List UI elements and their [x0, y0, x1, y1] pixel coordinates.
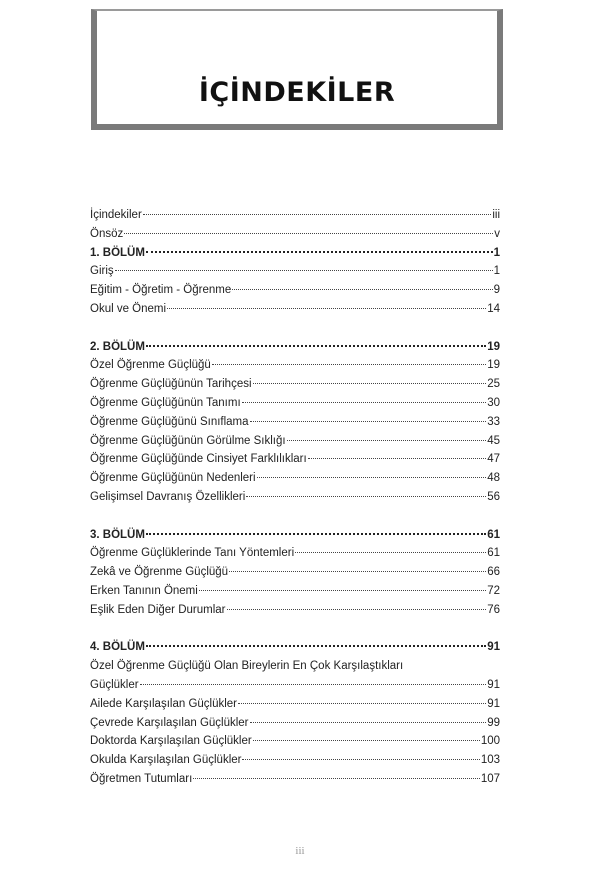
table-of-contents	[90, 206, 500, 789]
dot-leader	[287, 440, 487, 441]
toc-entry-page: 100	[480, 735, 500, 748]
dot-leader	[246, 496, 486, 497]
toc-entry-label: Erken Tanının Önemi	[90, 584, 198, 597]
dot-leader	[199, 590, 486, 591]
toc-entry-label: Eğitim - Öğretim - Öğrenme	[90, 284, 232, 297]
toc-entry-row[interactable]	[90, 714, 500, 733]
toc-entry-label: Çevrede Karşılaşılan Güçlükler	[90, 716, 249, 729]
page-number: iii	[295, 845, 305, 857]
toc-entry-label: Güçlükler	[90, 678, 139, 691]
toc-entry-row[interactable]	[90, 751, 500, 770]
dot-leader	[232, 289, 492, 290]
toc-entry-page: 103	[480, 754, 500, 767]
toc-entry-page: 56	[487, 490, 500, 503]
toc-entry-page: 72	[487, 584, 500, 597]
dot-leader	[193, 778, 480, 779]
toc-entry-row[interactable]	[90, 356, 500, 375]
toc-entry-label: Giriş	[90, 265, 114, 278]
toc-entry-row[interactable]	[90, 281, 500, 300]
toc-entry-page: 9	[493, 284, 500, 297]
toc-entry-row[interactable]	[90, 770, 500, 789]
dot-leader	[238, 703, 486, 704]
dot-leader	[140, 684, 487, 685]
toc-entry-label: Okulda Karşılaşılan Güçlükler	[90, 754, 242, 767]
section-spacer	[90, 620, 500, 639]
toc-entry-page: 19	[487, 359, 500, 372]
toc-entry-row[interactable]	[90, 582, 500, 601]
dot-leader	[146, 533, 486, 535]
dot-leader	[146, 345, 486, 347]
toc-entry-label: Öğrenme Güçlüğünün Nedenleri	[90, 472, 256, 485]
section-heading-label: 1. BÖLÜM	[90, 246, 145, 259]
toc-entry-label: Öğretmen Tutumları	[90, 772, 193, 785]
toc-entry-row[interactable]	[90, 300, 500, 319]
toc-entry-page: 91	[487, 678, 500, 691]
toc-entry-row[interactable]	[90, 488, 500, 507]
toc-entry-label: Zekâ ve Öğrenme Güçlüğü	[90, 566, 229, 579]
dot-leader	[242, 402, 487, 403]
toc-entry-page: 66	[487, 566, 500, 579]
toc-entry-page: 107	[480, 772, 500, 785]
toc-entry-label: Öğrenme Güçlüğünün Tarihçesi	[90, 378, 252, 391]
toc-entry-row[interactable]	[90, 432, 500, 451]
toc-entry-row[interactable]	[90, 394, 500, 413]
toc-entry-row[interactable]	[90, 732, 500, 751]
dot-leader	[229, 571, 486, 572]
toc-entry-page: 76	[487, 603, 500, 616]
toc-entry-row[interactable]	[90, 676, 500, 695]
dot-leader	[295, 552, 486, 553]
toc-entry-label: Öğrenme Güçlüğünde Cinsiyet Farklılıkları	[90, 453, 307, 466]
toc-entry-row[interactable]	[90, 262, 500, 281]
dot-leader	[227, 609, 487, 610]
dot-leader	[146, 251, 493, 253]
toc-entry-row[interactable]	[90, 413, 500, 432]
toc-entry-page: 14	[487, 302, 500, 315]
toc-entry-row[interactable]	[90, 375, 500, 394]
toc-entry-label: Özel Öğrenme Güçlüğü Olan Bireylerin En Çok Karşılaştıkları	[90, 660, 404, 673]
section-spacer	[90, 319, 500, 338]
dot-leader	[212, 364, 486, 365]
toc-entry-label: Ailede Karşılaşılan Güçlükler	[90, 697, 238, 710]
toc-entry-label: Özel Öğrenme Güçlüğü	[90, 359, 211, 372]
toc-entry-page: 45	[487, 434, 500, 447]
section-heading-page: 1	[493, 246, 500, 259]
section-heading-page: 91	[487, 641, 500, 654]
page-title: İÇİNDEKİLER	[198, 77, 396, 108]
toc-entry-row[interactable]	[90, 695, 500, 714]
dot-leader	[253, 383, 487, 384]
front-matter-row[interactable]	[90, 225, 500, 244]
section-heading-row[interactable]	[90, 638, 500, 657]
toc-entry-row[interactable]	[90, 544, 500, 563]
toc-entry-page: 33	[487, 415, 500, 428]
toc-entry-page: 48	[487, 472, 500, 485]
toc-entry-label: Öğrenme Güçlüğünü Sınıflama	[90, 415, 249, 428]
section-heading-page: 61	[487, 528, 500, 541]
dot-leader	[250, 722, 487, 723]
toc-entry-label: İçindekiler	[90, 209, 142, 221]
dot-leader	[167, 308, 486, 309]
dot-leader	[308, 458, 487, 459]
toc-entry-page: 47	[487, 453, 500, 466]
toc-entry-page: 61	[487, 547, 500, 560]
section-heading-row[interactable]	[90, 244, 500, 263]
dot-leader	[115, 270, 493, 271]
dot-leader	[146, 645, 486, 647]
toc-entry-page: iii	[492, 209, 500, 221]
toc-entry-label: Önsöz	[90, 227, 124, 240]
section-spacer	[90, 507, 500, 526]
toc-entry-label: Okul ve Önemi	[90, 302, 167, 315]
front-matter-row[interactable]	[90, 206, 500, 225]
section-heading-row[interactable]	[90, 526, 500, 545]
dot-leader	[257, 477, 487, 478]
toc-entry-page: v	[494, 227, 500, 240]
dot-leader	[143, 214, 492, 215]
toc-entry-page: 99	[487, 716, 500, 729]
title-frame	[91, 9, 503, 130]
toc-entry-page: 25	[487, 378, 500, 391]
toc-entry-page: 91	[487, 697, 500, 710]
toc-entry-label: Öğrenme Güçlüklerinde Tanı Yöntemleri	[90, 547, 295, 560]
dot-leader	[124, 233, 493, 234]
toc-entry-label: Gelişimsel Davranış Özellikleri	[90, 490, 246, 503]
dot-leader	[250, 421, 487, 422]
section-heading-row[interactable]	[90, 338, 500, 357]
toc-entry-row[interactable]	[90, 601, 500, 620]
toc-entry-row[interactable]	[90, 450, 500, 469]
section-heading-label: 4. BÖLÜM	[90, 641, 145, 654]
toc-entry-label: Öğrenme Güçlüğünün Görülme Sıklığı	[90, 434, 286, 447]
toc-entry-label: Öğrenme Güçlüğünün Tanımı	[90, 396, 241, 409]
toc-entry-row[interactable]	[90, 469, 500, 488]
section-heading-page: 19	[487, 340, 500, 353]
toc-entry-label: Doktorda Karşılaşılan Güçlükler	[90, 735, 252, 748]
toc-entry-label: Eşlik Eden Diğer Durumlar	[90, 603, 226, 616]
dot-leader	[242, 759, 479, 760]
toc-entry-page: 1	[493, 265, 500, 278]
toc-entry-row[interactable]	[90, 563, 500, 582]
dot-leader	[253, 740, 480, 741]
toc-entry-page: 30	[487, 396, 500, 409]
toc-entry-row[interactable]	[90, 657, 500, 676]
section-heading-label: 2. BÖLÜM	[90, 340, 145, 353]
section-heading-label: 3. BÖLÜM	[90, 528, 145, 541]
